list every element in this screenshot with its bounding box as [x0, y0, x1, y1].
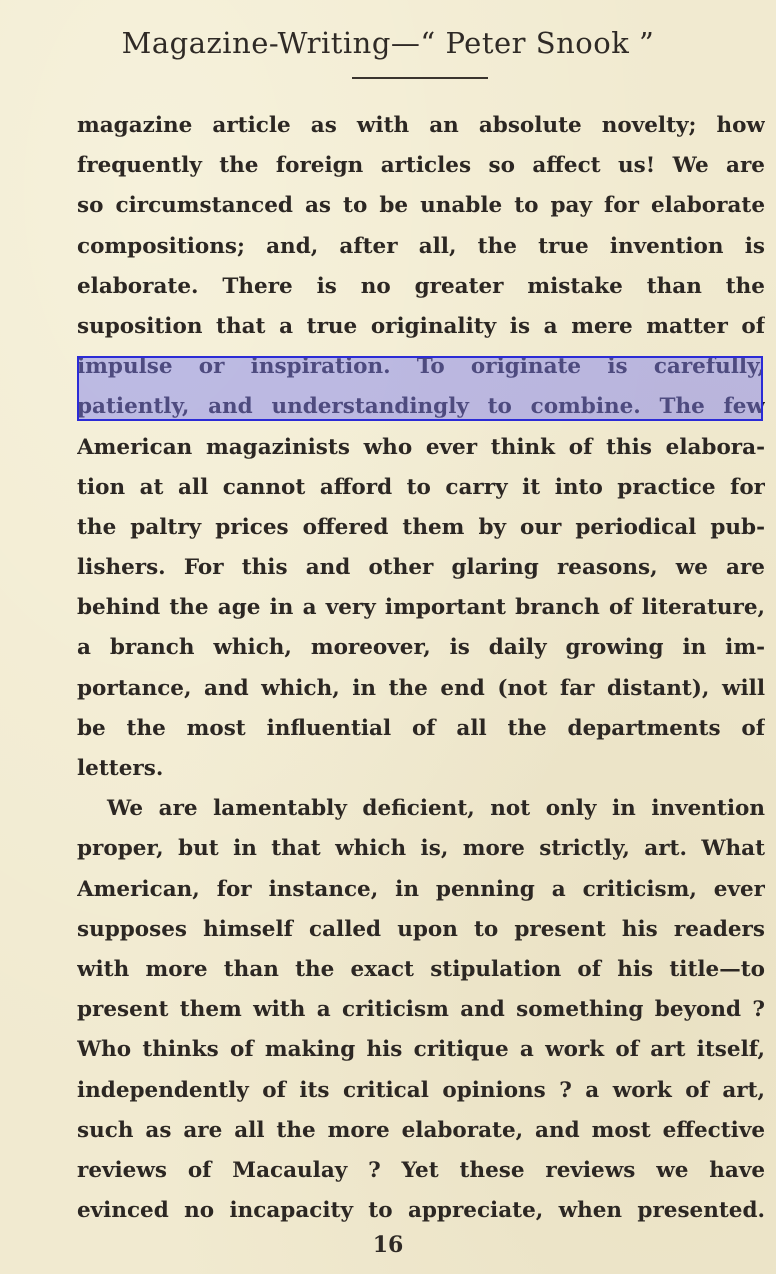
highlighted-text-line: impulse or inspiration. To originate is carefully, — [77, 354, 765, 380]
page-number: 16 — [372, 1232, 404, 1258]
text-line: magazine article as with an absolute novelty; how — [77, 113, 765, 138]
body-text — [77, 106, 765, 1231]
text-line: Who thinks of making his critique a work of art itself, — [77, 1037, 765, 1063]
text-line: elaborate. There is no greater mistake than the — [77, 273, 765, 299]
text-line: so circumstanced as to be unable to pay for elaborate — [77, 193, 765, 219]
text-line: reviews of Macaulay ? Yet these reviews we have — [77, 1157, 765, 1183]
highlighted-text-line: patiently, and understandingly to combine. The few — [77, 394, 765, 420]
text-line: proper, but in that which is, more strictly, art. What — [77, 836, 765, 862]
text-line: such as are all the more elaborate, and most effective — [77, 1117, 765, 1143]
text-line: compositions; and, after all, the true invention is — [77, 233, 765, 259]
text-line: be the most influential of all the departments of — [77, 715, 765, 741]
paragraph-start-line: We are lamentably deficient, not only in invention — [107, 796, 765, 822]
text-line: frequently the foreign articles so affect us! We are — [77, 153, 765, 179]
text-line: suposition that a true originality is a mere matter of — [77, 313, 765, 339]
text-line: American, for instance, in penning a criticism, ever — [77, 876, 765, 902]
text-line: with more than the exact stipulation of his title—to — [77, 956, 765, 982]
text-line: supposes himself called upon to present his readers — [77, 916, 765, 942]
text-line: the paltry prices offered them by our periodical pub- — [77, 514, 765, 540]
text-line: lishers. For this and other glaring reasons, we are — [77, 555, 765, 581]
text-line: independently of its critical opinions ? a work of art, — [77, 1077, 765, 1103]
title-rule — [352, 77, 488, 79]
text-line: evinced no incapacity to appreciate, when presented. — [77, 1198, 765, 1224]
text-line: tion at all cannot afford to carry it into practice for — [77, 474, 765, 500]
text-line: a branch which, moreover, is daily growing in im- — [77, 635, 765, 661]
text-line: behind the age in a very important branch of literature, — [77, 595, 765, 621]
text-line: letters. — [77, 756, 164, 781]
text-line: American magazinists who ever think of this elabora- — [77, 434, 765, 460]
text-line: portance, and which, in the end (not far distant), will — [77, 675, 765, 701]
running-head-title: Magazine-Writing—“ Peter Snook ” — [121, 26, 655, 60]
text-line: present them with a criticism and something beyond ? — [77, 997, 765, 1023]
